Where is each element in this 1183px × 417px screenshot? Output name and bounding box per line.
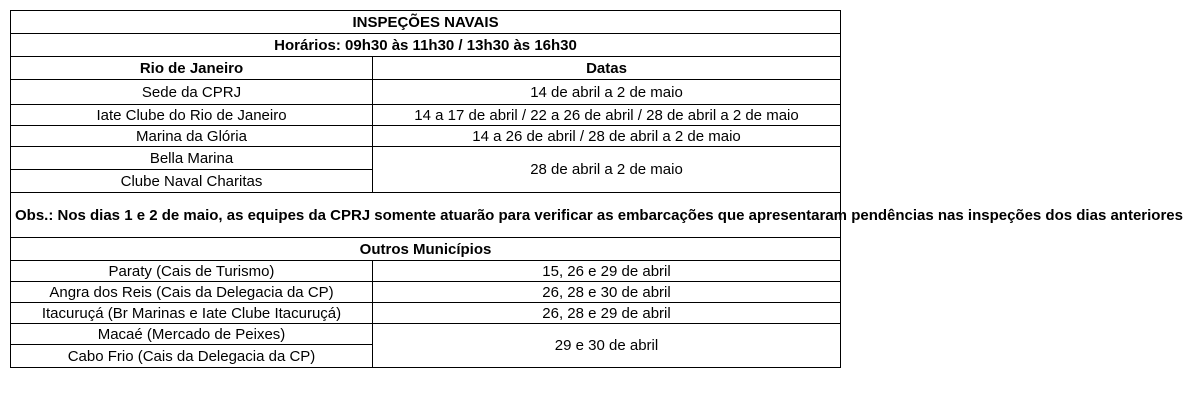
title-row: [11, 11, 841, 34]
location-cell: Itacuruçá (Br Marinas e Iate Clube Itacuruçá): [11, 303, 373, 324]
table-row: [11, 303, 841, 324]
rio-dates-header: Datas: [373, 57, 841, 80]
other-header-row: [11, 238, 841, 261]
rio-header-row: [11, 57, 841, 80]
dates-cell: 15, 26 e 29 de abril: [373, 261, 841, 282]
dates-cell: 26, 28 e 29 de abril: [373, 303, 841, 324]
table-row: [11, 80, 841, 105]
location-cell: Bella Marina: [11, 147, 373, 170]
naval-inspections-table: [10, 10, 1183, 368]
location-cell: Macaé (Mercado de Peixes): [11, 324, 373, 345]
dates-cell: 14 a 26 de abril / 28 de abril a 2 de maio: [373, 126, 841, 147]
table-title: INSPEÇÕES NAVAIS: [11, 11, 841, 34]
dates-cell: 28 de abril a 2 de maio: [373, 147, 841, 193]
dates-cell: 14 de abril a 2 de maio: [373, 80, 841, 105]
observation-row: [11, 193, 841, 238]
schedule-hours: Horários: 09h30 às 11h30 / 13h30 às 16h30: [11, 34, 841, 57]
location-cell: Cabo Frio (Cais da Delegacia da CP): [11, 345, 373, 368]
table-row: [11, 105, 841, 126]
dates-cell: 14 a 17 de abril / 22 a 26 de abril / 28 de abril a 2 de maio: [373, 105, 841, 126]
table-row: [11, 324, 841, 345]
dates-cell: 29 e 30 de abril: [373, 324, 841, 368]
table-row: [11, 126, 841, 147]
other-municipalities-header: Outros Municípios: [11, 238, 841, 261]
location-cell: Marina da Glória: [11, 126, 373, 147]
location-cell: Sede da CPRJ: [11, 80, 373, 105]
observation-note: Obs.: Nos dias 1 e 2 de maio, as equipes da CPRJ somente atuarão para verificar as embarcações que apresentaram pendências nas inspeções dos dias anteriores: [11, 193, 841, 238]
schedule-hours-row: [11, 34, 841, 57]
location-cell: Clube Naval Charitas: [11, 170, 373, 193]
location-cell: Paraty (Cais de Turismo): [11, 261, 373, 282]
table-row: [11, 261, 841, 282]
table-row: [11, 147, 841, 170]
table-row: [11, 282, 841, 303]
rio-location-header: Rio de Janeiro: [11, 57, 373, 80]
location-cell: Iate Clube do Rio de Janeiro: [11, 105, 373, 126]
location-cell: Angra dos Reis (Cais da Delegacia da CP): [11, 282, 373, 303]
dates-cell: 26, 28 e 30 de abril: [373, 282, 841, 303]
